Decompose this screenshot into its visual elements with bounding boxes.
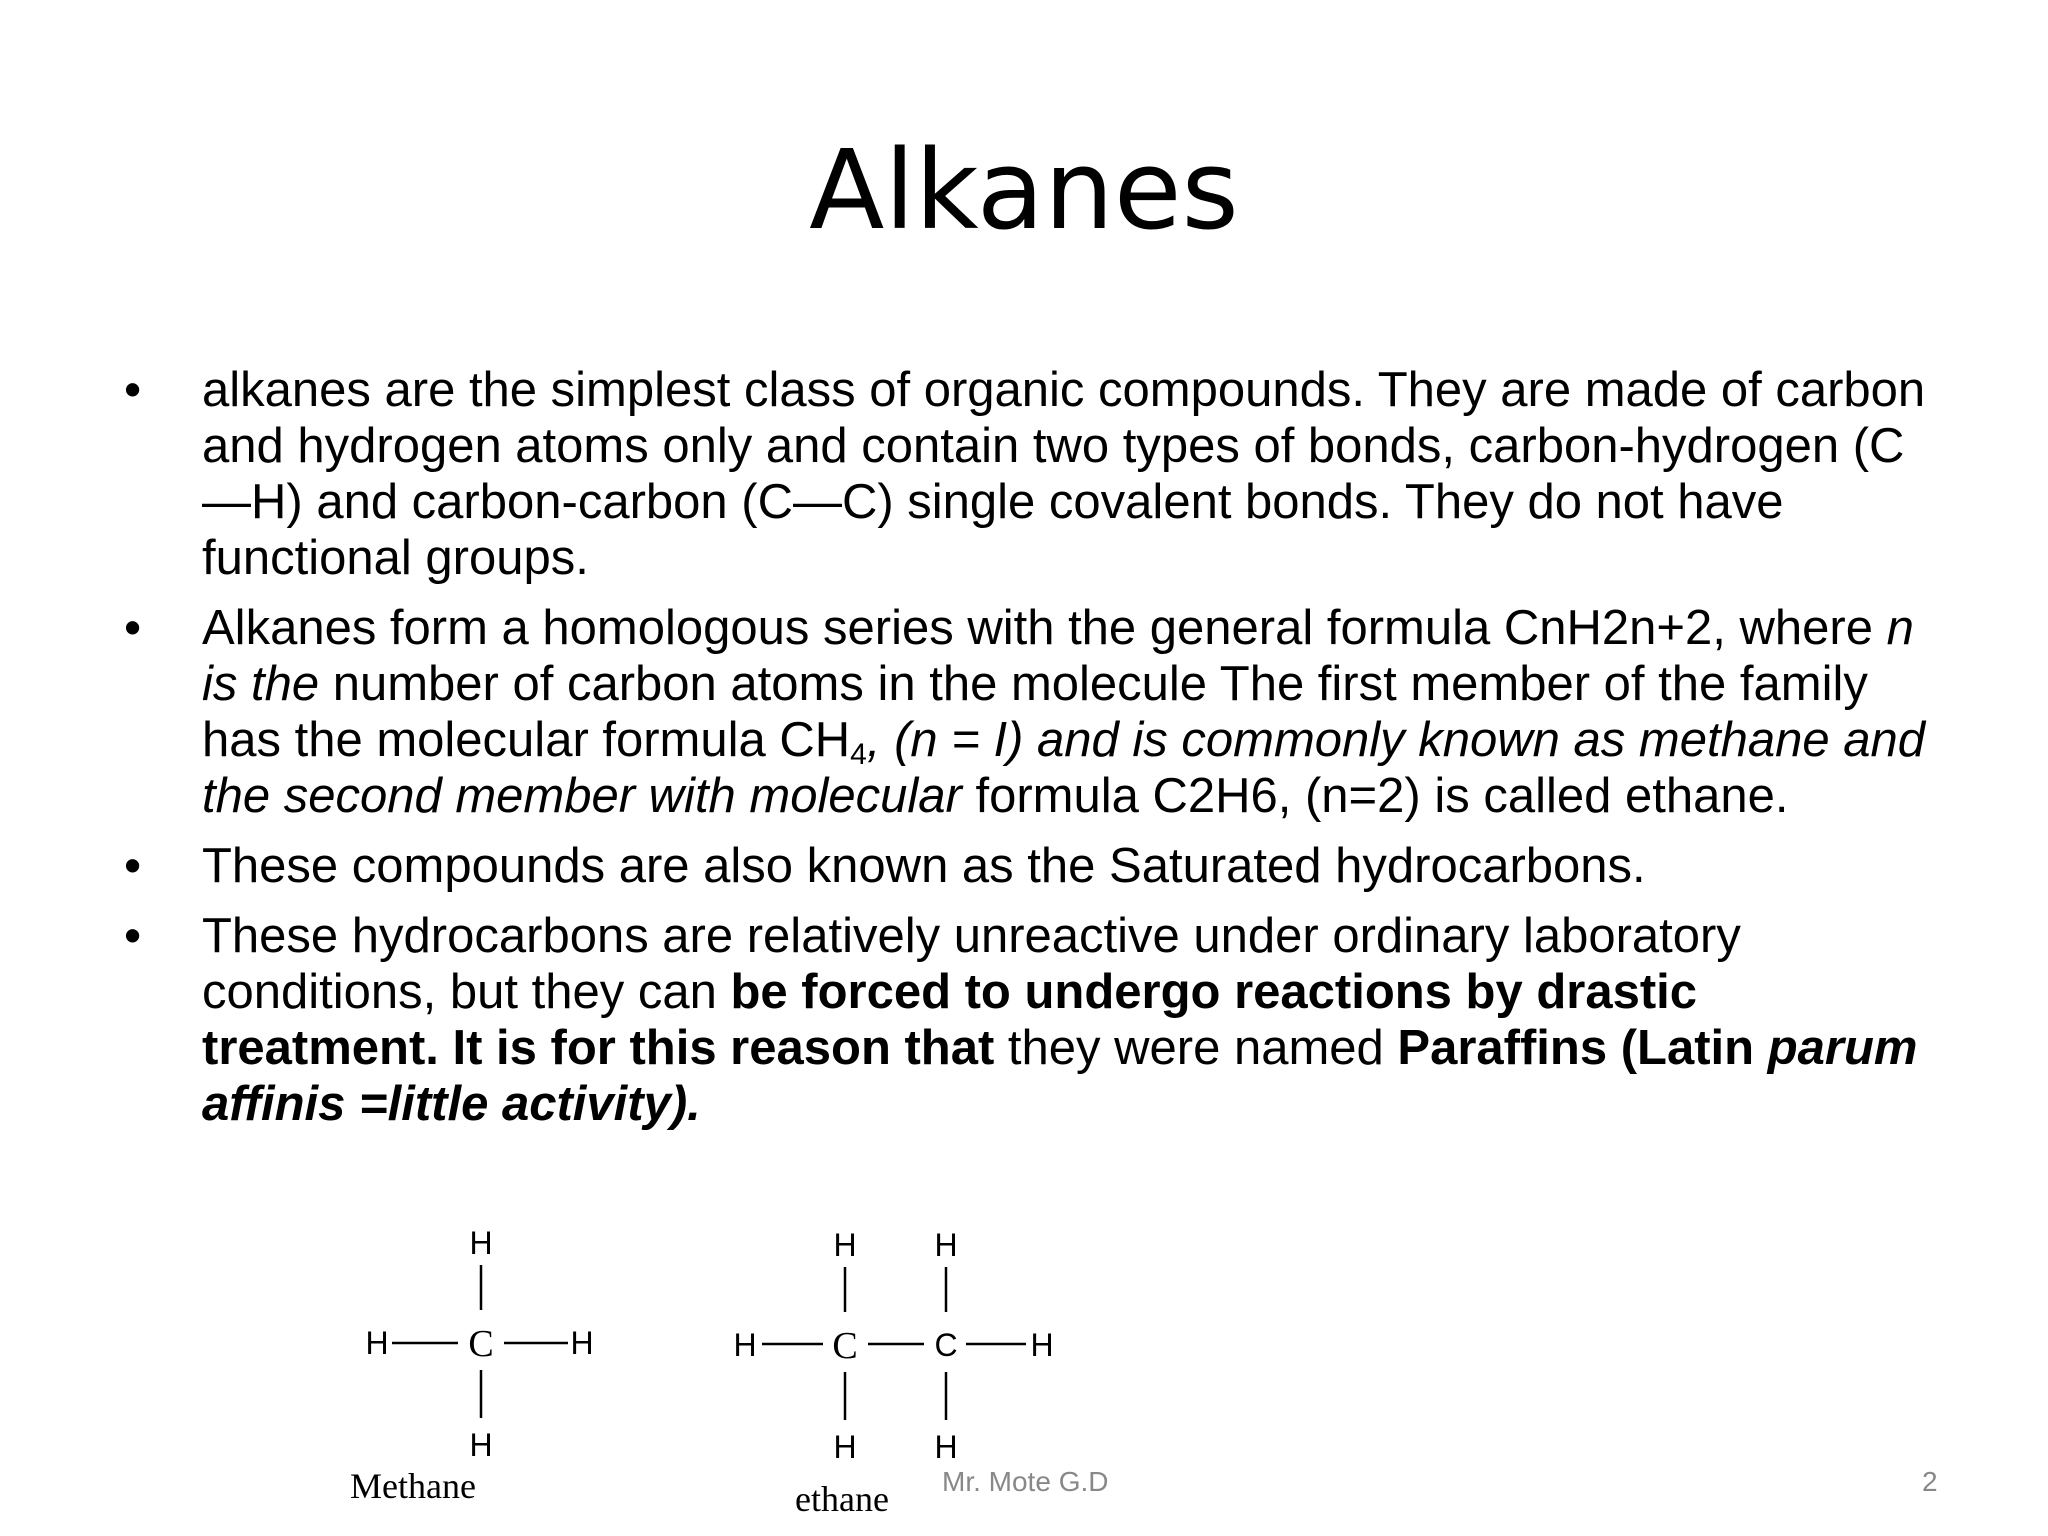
bullet-icon: • bbox=[124, 839, 142, 893]
ethane-h-left: H bbox=[733, 1327, 757, 1363]
bullet-text-italic: , (n = I) and is commonly known as methane and the second member with molecular bbox=[202, 713, 1925, 823]
ethane-h-top-1: H bbox=[833, 1227, 857, 1263]
bullet-text: These hydrocarbons are relatively unreactive under ordinary laboratory conditions, but they can bbox=[202, 909, 1741, 1019]
slide-title: Alkanes bbox=[809, 126, 1239, 254]
bullet-text: These compounds are also known as the Saturated hydrocarbons. bbox=[202, 839, 1646, 893]
ethane-h-bottom-2: H bbox=[934, 1429, 958, 1465]
ethane-h-bottom-1: H bbox=[833, 1429, 857, 1465]
bullet-list bbox=[120, 362, 1940, 1146]
ethane-structure bbox=[720, 1220, 1100, 1470]
bullet-text: formula C2H6, (n=2) is called ethane. bbox=[961, 769, 1789, 823]
bullet-icon: • bbox=[124, 363, 142, 417]
bullet-icon: • bbox=[124, 601, 142, 655]
methane-structure bbox=[350, 1220, 630, 1470]
ethane-carbon-2: C bbox=[934, 1327, 958, 1363]
bullet-text: Alkanes form a homologous series with the general formula CnH2n+2, where bbox=[202, 601, 1887, 655]
bullet-icon: • bbox=[124, 909, 142, 963]
ethane-caption: ethane bbox=[795, 1479, 889, 1519]
bullet-text-bold: Paraffins (Latin bbox=[1397, 1021, 1768, 1075]
bullet-text: they were named bbox=[994, 1021, 1398, 1075]
bullet-text: alkanes are the simplest class of organic compounds. They are made of carbon and hydrogen atoms only and contain two types of bonds, carbon-hydrogen (C—H) and carbon-carbon (C—C) single covalent bonds. They do not have functional groups. bbox=[202, 363, 1926, 585]
footer-page-number: 2 bbox=[1922, 1466, 1938, 1497]
bullet-item bbox=[120, 908, 1940, 1132]
ethane-h-top-2: H bbox=[934, 1227, 958, 1263]
methane-h-bottom: H bbox=[469, 1427, 493, 1463]
bullet-item bbox=[120, 600, 1940, 824]
ethane-h-right: H bbox=[1030, 1327, 1054, 1363]
footer-author: Mr. Mote G.D bbox=[942, 1466, 1109, 1497]
bullet-text: number of carbon atoms in the molecule The first member of the family has the molecular formula CH bbox=[202, 657, 1868, 767]
methane-h-left: H bbox=[365, 1325, 389, 1361]
bullet-text-bold-italic: parum affinis =little activity). bbox=[202, 1021, 1918, 1131]
methane-h-top: H bbox=[469, 1225, 493, 1261]
ethane-carbon-1: C bbox=[832, 1325, 858, 1367]
methane-h-right: H bbox=[570, 1325, 594, 1361]
bullet-text-bold: be forced to undergo reactions by drastic treatment. It is for this reason that bbox=[202, 965, 1698, 1075]
bullet-item bbox=[120, 838, 1940, 894]
subscript: 4 bbox=[850, 738, 867, 771]
methane-carbon: C bbox=[468, 1323, 494, 1365]
bullet-item bbox=[120, 362, 1940, 586]
bullet-text-italic: n is the bbox=[202, 601, 1914, 711]
methane-caption: Methane bbox=[350, 1466, 476, 1506]
